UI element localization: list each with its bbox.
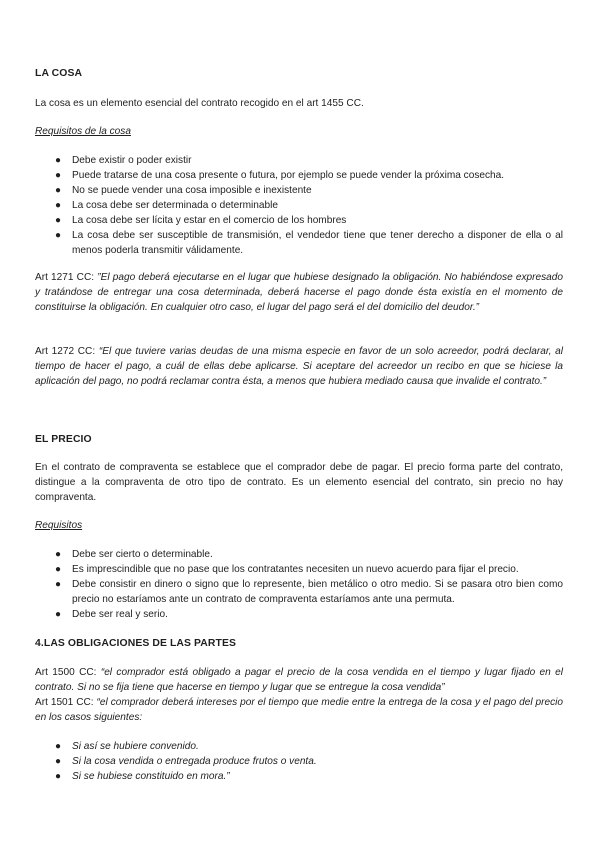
cosa-intro: La cosa es un elemento esencial del contrato recogido en el art 1455 CC. (35, 98, 364, 109)
list-item (55, 547, 563, 562)
list-item-text: La cosa debe ser lícita y estar en el comercio de los hombres (72, 215, 347, 226)
list-item (55, 228, 563, 258)
cosa-subheading-wrap (35, 124, 563, 139)
article-1272-label: Art 1272 CC: (35, 346, 99, 357)
list-item-text: La cosa debe ser susceptible de transmisión, el vendedor tiene que tener derecho a disponer de ella o al menos poderla transmitir válidamente. (72, 230, 563, 256)
list-item (55, 183, 563, 198)
section-title-obligaciones: 4.LAS OBLIGACIONES DE LAS PARTES (35, 638, 237, 649)
list-item-text: Debe ser cierto o determinable. (72, 549, 213, 560)
list-item (55, 198, 563, 213)
article-1272 (35, 344, 563, 389)
section-title-cosa: LA COSA (35, 68, 83, 79)
obligaciones-cases-list (55, 739, 563, 784)
list-item-text: Si se hubiese constituido en mora.” (72, 771, 230, 782)
article-1501-text: “el comprador deberá intereses por el tiempo que medie entre la entrega de la cosa y el pago del precio en los casos siguientes: (35, 697, 564, 723)
bullet-icon: ● (55, 170, 62, 181)
list-item-text: La cosa debe ser determinada o determinable (72, 200, 278, 211)
section-title-precio: EL PRECIO (35, 434, 92, 445)
cosa-requirements-list (55, 153, 563, 258)
list-item (55, 562, 563, 577)
list-item-text: Si la cosa vendida o entregada produce frutos o venta. (72, 756, 317, 767)
article-1272-text: “El que tuviere varias deudas de una misma especie en favor de un solo acreedor, podrá declarar, al tiempo de hacer el pago, a cuál de ellas debe aplicarse. Si aceptare del acreedor un recibo en que se hiciese la aplicación del pago, no podrá reclamar contra ésta, a menos que hubiera mediado causa que invalide el contrato.” (35, 346, 563, 387)
list-item (55, 153, 563, 168)
cosa-subheading: Requisitos de la cosa (35, 126, 131, 137)
list-item (55, 769, 563, 784)
article-1500-label: Art 1500 CC: (35, 667, 101, 678)
bullet-icon: ● (55, 564, 62, 575)
article-1271-text: ”El pago deberá ejecutarse en el lugar que hubiese designado la obligación. No habiéndose expresado y tratándose de entregar una cosa determinada, deberá hacerse el pago donde ésta existía en el momento de constituirse la obligación. En cualquier otro caso, el lugar del pago será el del domicilio del deudor.” (35, 272, 563, 313)
article-1501-label: Art 1501 CC: (35, 697, 97, 708)
list-item (55, 607, 563, 622)
precio-intro: En el contrato de compraventa se establece que el comprador debe de pagar. El precio forma parte del contrato, distingue a la compraventa de otro tipo de contrato. Es un elemento esencial del contrato, sin precio no hay compraventa. (35, 462, 563, 503)
bullet-icon: ● (55, 200, 62, 211)
article-1271-label: Art 1271 CC: (35, 272, 98, 283)
article-1501 (35, 695, 563, 725)
bullet-icon: ● (55, 609, 62, 620)
list-item (55, 739, 563, 754)
bullet-icon: ● (55, 185, 62, 196)
article-1271 (35, 270, 563, 315)
article-1500-text: “el comprador está obligado a pagar el precio de la cosa vendida en el tiempo y lugar fijado en el contrato. Si no se fija tiene que hacerse en tiempo y lugar que se entregue la cosa vendida” (35, 667, 563, 693)
list-item-text: Debe consistir en dinero o signo que lo represente, bien metálico o otro medio. Si se pasara otro bien como precio no estaríamos ante un contrato de compraventa estaríamos ante una permuta. (72, 579, 563, 605)
bullet-icon: ● (55, 771, 62, 782)
bullet-icon: ● (55, 741, 62, 752)
bullet-icon: ● (55, 579, 62, 590)
precio-subheading: Requisitos (35, 520, 83, 531)
bullet-icon: ● (55, 549, 62, 560)
precio-subheading-wrap (35, 518, 563, 533)
list-item-text: Debe ser real y serio. (72, 609, 168, 620)
list-item (55, 754, 563, 769)
precio-requirements-list (55, 547, 563, 622)
list-item (55, 168, 563, 183)
bullet-icon: ● (55, 230, 62, 241)
list-item (55, 213, 563, 228)
list-item-text: Es imprescindible que no pase que los contratantes necesiten un nuevo acuerdo para fijar el precio. (72, 564, 519, 575)
list-item-text: Si así se hubiere convenido. (72, 741, 199, 752)
article-1500 (35, 665, 563, 695)
list-item-text: No se puede vender una cosa imposible e inexistente (72, 185, 312, 196)
bullet-icon: ● (55, 155, 62, 166)
list-item (55, 577, 563, 607)
bullet-icon: ● (55, 215, 62, 226)
bullet-icon: ● (55, 756, 62, 767)
list-item-text: Debe existir o poder existir (72, 155, 192, 166)
list-item-text: Puede tratarse de una cosa presente o futura, por ejemplo se puede vender la próxima cosecha. (72, 170, 505, 181)
